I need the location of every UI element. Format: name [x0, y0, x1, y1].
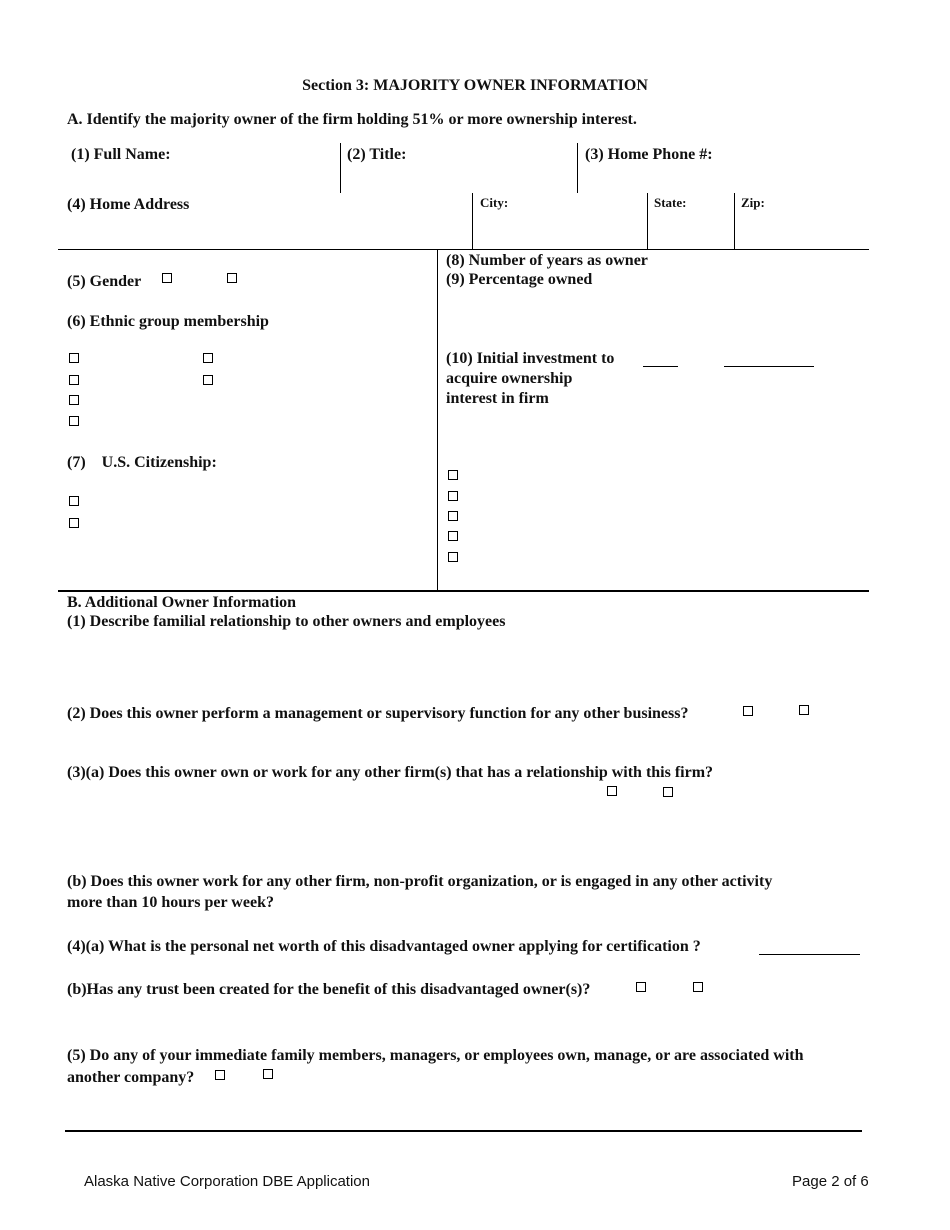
investment-checkbox-4[interactable]	[448, 531, 458, 541]
row-divider-address	[58, 249, 869, 250]
initial-investment-line1: (10) Initial investment to	[446, 350, 615, 367]
investment-blank-1[interactable]	[643, 366, 678, 367]
investment-checkbox-3[interactable]	[448, 511, 458, 521]
citizenship-checkbox-2[interactable]	[69, 518, 79, 528]
part-b-heading: B. Additional Owner Information	[67, 594, 297, 611]
gender-checkbox-2[interactable]	[227, 273, 237, 283]
citizenship-label: (7) U.S. Citizenship:	[67, 454, 217, 471]
ethnic-group-label: (6) Ethnic group membership	[67, 313, 269, 330]
gender-checkbox-1[interactable]	[162, 273, 172, 283]
center-divider	[437, 249, 438, 591]
divider-title-phone	[577, 143, 578, 193]
ethnic-checkbox-5[interactable]	[69, 395, 79, 405]
q5-line2: another company?	[67, 1069, 195, 1086]
q5-line1: (5) Do any of your immediate family members, managers, or employees own, manage, or are associated with	[67, 1047, 804, 1064]
footer-document-name: Alaska Native Corporation DBE Application	[84, 1173, 370, 1190]
row-divider-part-a-end	[58, 590, 869, 592]
years-owner-label: (8) Number of years as owner	[446, 252, 648, 269]
q4a-net-worth: (4)(a) What is the personal net worth of this disadvantaged owner applying for certification ?	[67, 938, 701, 955]
ethnic-checkbox-6[interactable]	[69, 416, 79, 426]
q4b-checkbox-2[interactable]	[693, 982, 703, 992]
investment-checkbox-2[interactable]	[448, 491, 458, 501]
q4a-blank[interactable]	[759, 954, 860, 955]
state-label: State:	[654, 195, 687, 210]
q3b-line1: (b) Does this owner work for any other firm, non-profit organization, or is engaged in any other activity	[67, 873, 773, 890]
citizenship-checkbox-1[interactable]	[69, 496, 79, 506]
q2-management-function: (2) Does this owner perform a management or supervisory function for any other business?	[67, 705, 689, 722]
investment-blank-2[interactable]	[724, 366, 814, 367]
gender-label: (5) Gender	[67, 273, 142, 290]
q3a-other-firm: (3)(a) Does this owner own or work for any other firm(s) that has a relationship with this firm?	[67, 764, 714, 781]
q1-familial-relationship: (1) Describe familial relationship to other owners and employees	[67, 613, 506, 630]
q3b-line2: more than 10 hours per week?	[67, 894, 274, 911]
title-label: (2) Title:	[347, 146, 407, 163]
q3a-checkbox-2[interactable]	[663, 787, 673, 797]
q5-checkbox-1[interactable]	[215, 1070, 225, 1080]
full-name-label: (1) Full Name:	[71, 146, 171, 163]
initial-investment-line2: acquire ownership	[446, 370, 573, 387]
q2-checkbox-2[interactable]	[799, 705, 809, 715]
home-phone-label: (3) Home Phone #:	[585, 146, 713, 163]
ethnic-checkbox-3[interactable]	[69, 375, 79, 385]
city-label: City:	[480, 195, 509, 210]
q4b-trust: (b)Has any trust been created for the benefit of this disadvantaged owner(s)?	[67, 981, 591, 998]
footer-page-number: Page 2 of 6	[792, 1173, 869, 1190]
divider-name-title	[340, 143, 341, 193]
part-a-heading: A. Identify the majority owner of the firm holding 51% or more ownership interest.	[67, 111, 637, 128]
initial-investment-line3: interest in firm	[446, 390, 549, 407]
footer-rule	[65, 1130, 862, 1132]
divider-city-state	[647, 193, 648, 250]
ethnic-checkbox-4[interactable]	[203, 375, 213, 385]
divider-address-city	[472, 193, 473, 250]
ethnic-checkbox-2[interactable]	[203, 353, 213, 363]
zip-label: Zip:	[741, 195, 765, 210]
q3a-checkbox-1[interactable]	[607, 786, 617, 796]
section-title: Section 3: MAJORITY OWNER INFORMATION	[302, 77, 648, 94]
investment-checkbox-1[interactable]	[448, 470, 458, 480]
ethnic-checkbox-1[interactable]	[69, 353, 79, 363]
q5-checkbox-2[interactable]	[263, 1069, 273, 1079]
q2-checkbox-1[interactable]	[743, 706, 753, 716]
percentage-owned-label: (9) Percentage owned	[446, 271, 593, 288]
divider-state-zip	[734, 193, 735, 250]
q4b-checkbox-1[interactable]	[636, 982, 646, 992]
home-address-label: (4) Home Address	[67, 196, 190, 213]
investment-checkbox-5[interactable]	[448, 552, 458, 562]
